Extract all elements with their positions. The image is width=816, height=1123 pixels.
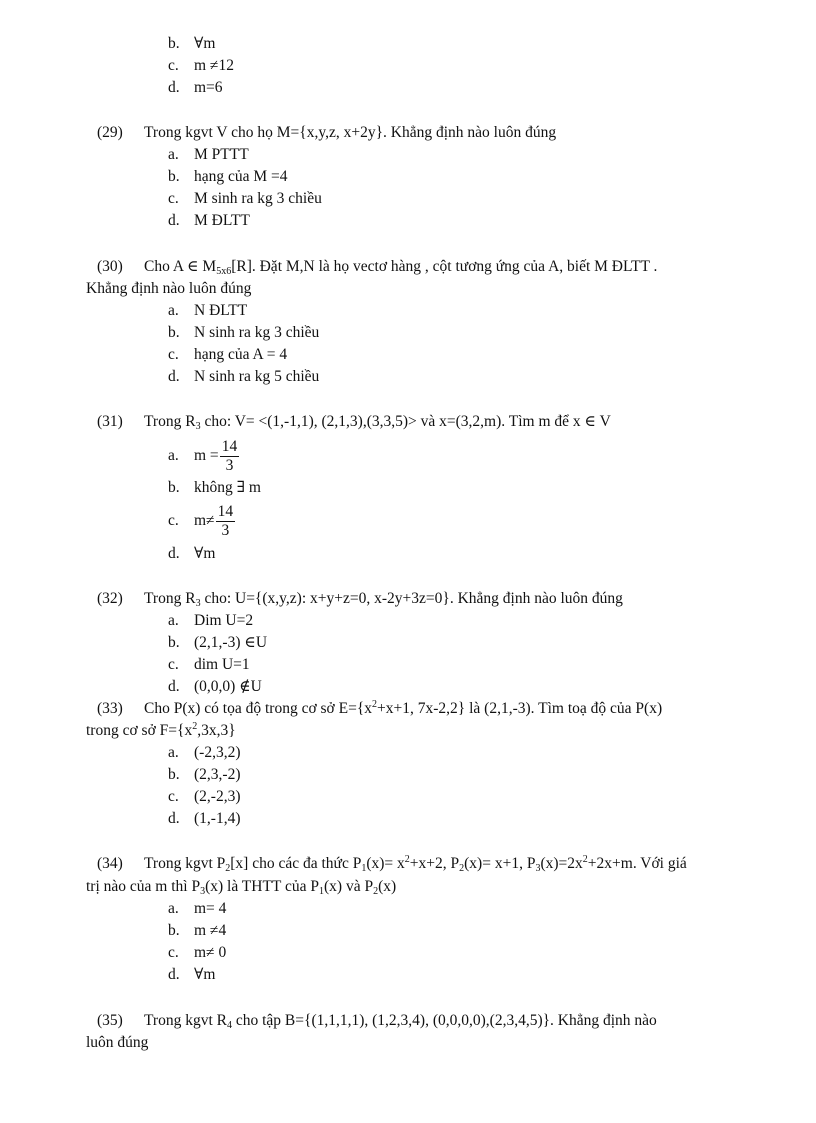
q31-question: (31) Trong $R_3$ cho: V= <(1,-1,1), (2,1,3),(3,3,5)> và x=(3,2,m). Tìm m để x ∈ V [97,413,611,432]
q31-option-b: b. không ∃ m [168,479,261,496]
q29-option-c: c. M sinh ra kg 3 chiều [168,190,322,207]
q31-option-c: c. m≠ $\frac{14}{3}$ [168,502,234,539]
q30-option-b: b. N sinh ra kg 3 chiều [168,324,320,341]
q30-option-d: d. N sinh ra kg 5 chiều [168,368,320,385]
q34-option-d: d. ∀m [168,966,216,983]
q33-option-a: a. (-2,3,2) [168,744,241,761]
q33-option-d: d. (1,-1,4) [168,810,241,827]
q30-option-c: c. hạng của A = 4 [168,346,288,363]
q34-option-c: c. m≠ 0 [168,944,227,961]
q32-option-b: b. (2,1,-3) ∈U [168,634,268,651]
q34-option-b: b. m ≠4 [168,922,227,939]
q29-option-d: d. M ĐLTT [168,212,250,229]
q28-option-b: b. ∀m [168,35,216,52]
q33-question: (33) Cho P(x) có tọa độ trong cơ sở $E=\{x^2+x+1$, 7x-2,2} là (2,1,-3). Tìm toạ độ của P(x) [97,699,663,717]
q33-option-b: b. (2,3,-2) [168,766,241,783]
q29-question: (29) Trong kgvt V cho họ M={x,y,z, x+2y}. Khẳng định nào luôn đúng [97,124,557,141]
q31-option-a: a. m = $\frac{14}{3}$ [168,437,238,474]
q30-question: (30) Cho A ∈ $M_{5x6}[R]$. Đặt M,N là họ vectơ hàng , cột tương ứng của A, biết M ĐLTT . [97,258,658,277]
q32-option-c: c. dim U=1 [168,656,250,673]
q32-option-a: a. Dim U=2 [168,612,254,629]
q29-option-a: a. M PTTT [168,146,249,163]
q28-option-d: d. m=6 [168,79,223,96]
fraction: $\frac{14}{3}$ [221,437,238,474]
q29-option-b: b. hạng của M =4 [168,168,288,185]
q33-option-c: c. (2,-2,3) [168,788,241,805]
q33-question-continued: trong cơ sở $F=\{x^2,3x,3\}$ [86,721,236,739]
q34-question-continued: trị nào của m thì $P_3(x)$ là THTT của $P_1(x)$ và $P_2(x)$ [86,878,397,897]
q32-option-d: d. (0,0,0) ∉U [168,678,262,695]
q30-question-continued: Khẳng định nào luôn đúng [86,280,252,297]
q34-question: (34) Trong kgvt $P_2[x]$ cho các đa thức $P_1(x)= x^2+x+2$, $P_2(x)= x+1$, $P_3(x)=2x^2+2x+m$. Với giá [97,854,687,874]
q35-question: (35) Trong kgvt $R_4$ cho tập B={(1,1,1,1), (1,2,3,4), (0,0,0,0),(2,3,4,5)}. Khẳng định nào [97,1012,657,1031]
q34-option-a: a. m= 4 [168,900,227,917]
q31-option-d: d. ∀m [168,545,216,562]
q35-question-continued: luôn đúng [86,1034,149,1051]
fraction: $\frac{14}{3}$ [217,502,234,539]
q28-option-c: c. m ≠12 [168,57,234,74]
q30-option-a: a. N ĐLTT [168,302,248,319]
q32-question: (32) Trong $R_3$ cho: U={(x,y,z): x+y+z=0, x-2y+3z=0}. Khẳng định nào luôn đúng [97,590,623,609]
